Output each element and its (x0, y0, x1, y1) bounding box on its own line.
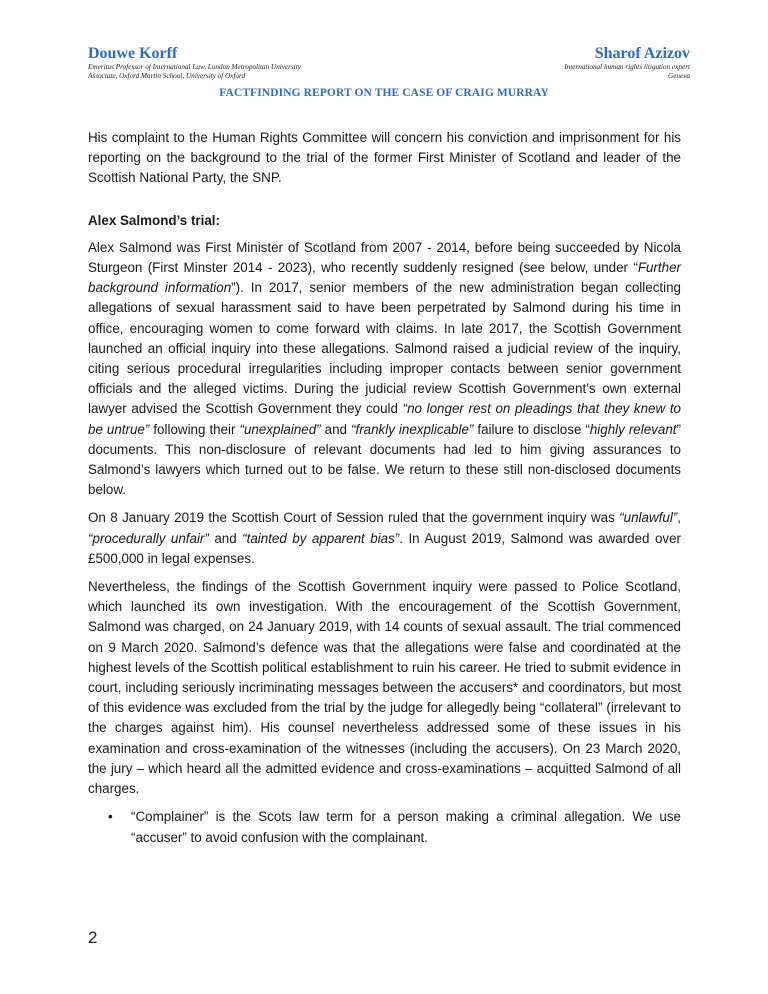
author-left-title: Emeritus Professor of International Law, London Metropolitan University (88, 63, 301, 71)
paragraph-court-ruling (88, 508, 681, 569)
quote-run: “frankly inexplicable” (351, 421, 474, 437)
text-run: On 8 January 2019 the Scottish Court of Session ruled that the government inquiry was (88, 510, 620, 526)
text-run: and (320, 421, 352, 437)
text-run: following their (149, 421, 240, 437)
quote-run: “unlawful” (619, 510, 678, 526)
text-run: ” documents. This non-disclosure of relevant documents had led to him giving assurances to Salmond’s lawyers which turned out to be false. We return to these still non-disclosed documents below. (88, 421, 681, 498)
text-run: . In August 2019, Salmond was awarded over £500,000 in legal expenses. (88, 530, 682, 566)
author-right-name: Sharof Azizov (594, 45, 690, 62)
italic-run: highly relevant (589, 421, 677, 437)
author-left-affiliation: Associate, Oxford Martin School, University of Oxford (88, 72, 246, 80)
footnote-bullet (88, 807, 681, 847)
quote-run: “unexplained” (239, 421, 321, 437)
footnote-text: “Complainer” is the Scots law term for a person making a criminal allegation. We use “accuser” to avoid confusion with the complainant. (131, 809, 681, 845)
quote-run: “procedurally unfair” (88, 530, 209, 546)
author-right-location: Geneva (668, 72, 690, 80)
text-run: ”). In 2017, senior members of the new administration began collecting allegations of sexual harassment said to have been perpetrated by Salmond during his time in office, encouraging women to come forward with claims. In late 2017, the Scottish Government launched an official inquiry into these allegations. Salmond raised a judicial review of the inquiry, citing serious procedural irregularities including improper contacts between senior government officials and the alleged victims. During the judicial review Scottish Government’s own external lawyer advised the Scottish Government they could (88, 280, 681, 417)
author-left (88, 45, 301, 81)
author-left-name: Douwe Korff (88, 45, 178, 62)
document-body (88, 128, 681, 848)
paragraph-trial: Nevertheless, the findings of the Scottish Government inquiry were passed to Police Scotland, which launched its own investigation. With the encouragement of the Scottish Government, Salmond was charged, on 24 January 2019, with 14 counts of sexual assault. The trial commenced on 9 March 2020. Salmond’s defence was that the allegations were false and coordinated at the highest levels of the Scottish political establishment to ruin his career. He tried to submit evidence in court, including seriously incriminating messages between the accusers* and coordinators, but most of this evidence was excluded from the trial by the judge for allegedly being “collateral” (irrelevant to the charges against him). His counsel nevertheless addressed some of these issues in his examination and cross-examination of the witnesses (including the accusers). On 23 March 2020, the jury – which heard all the admitted evidence and cross-examinations – acquitted Salmond of all charges. (88, 579, 681, 797)
intro-paragraph: His complaint to the Human Rights Committee will concern his conviction and imprisonment for his reporting on the background to the trial of the former First Minister of Scotland and leader of the Scottish National Party, the SNP. (88, 130, 681, 186)
text-run: Alex Salmond was First Minister of Scotland from 2007 - 2014, before being succeeded by Nicola Sturgeon (First Minster 2014 - 2023), who recently suddenly resigned (see below, under “ (88, 239, 681, 276)
text-run: , (677, 510, 681, 526)
report-title: FACTFINDING REPORT ON THE CASE OF CRAIG MURRAY (219, 87, 549, 99)
quote-run: “no longer rest on pleadings that they knew to be untrue” (88, 401, 681, 437)
text-run: failure to disclose “ (473, 421, 590, 437)
quote-run: “tainted by apparent bias” (242, 530, 400, 546)
bullet-icon: • (108, 809, 113, 825)
text-run: and (208, 530, 243, 546)
author-right-title: International human rights litigation expert (564, 63, 690, 71)
author-right (564, 45, 690, 81)
section-heading: Alex Salmond’s trial: (88, 212, 220, 228)
italic-run: Further background information (88, 260, 681, 296)
page-number: 2 (88, 928, 98, 947)
paragraph-background (88, 238, 681, 501)
